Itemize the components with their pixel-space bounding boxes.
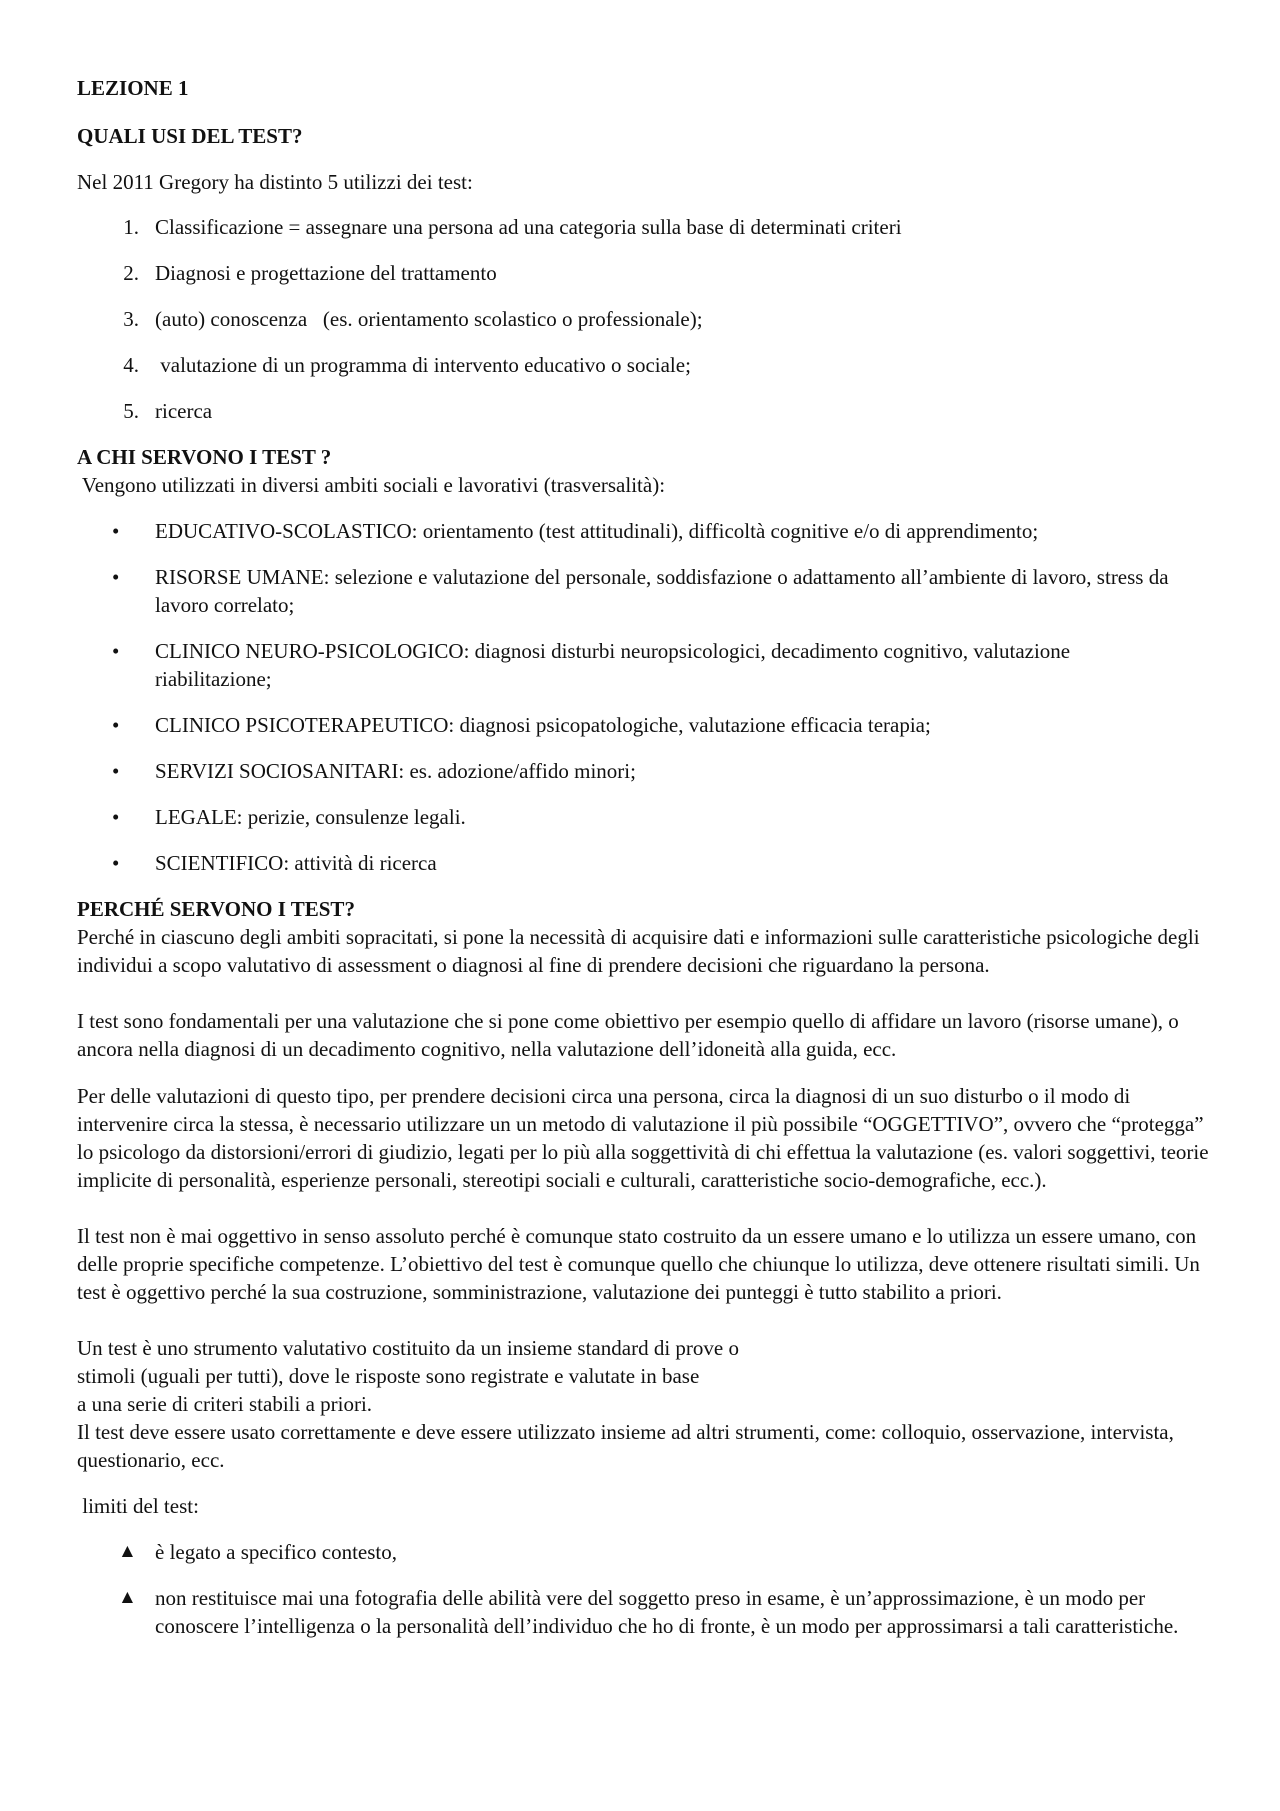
paragraph: Il test non è mai oggettivo in senso assoluto perché è comunque stato costruito da un essere umano e lo utilizza un essere umano, con delle proprie specifiche competenze. L’obiettivo del test è comunque quello che chiunque lo utilizza, deve ottenere risultati simili. Un test è oggettivo perché la sua costruzione, somministrazione, valutazione dei punteggi è tutto stabilito a priori. (77, 1224, 1200, 1304)
list-number: 2. (123, 261, 139, 285)
definition-line: a una serie di criteri stabili a priori. (77, 1392, 373, 1416)
intro-uses: Nel 2011 Gregory ha distinto 5 utilizzi dei test: (77, 170, 473, 194)
list-number: 5. (123, 399, 139, 423)
list-item: SERVIZI SOCIOSANITARI: es. adozione/affido minori; (155, 759, 636, 783)
list-item: (auto) conoscenza (es. orientamento scolastico o professionale); (155, 307, 703, 331)
heading-who: A CHI SERVONO I TEST ? (77, 445, 332, 469)
list-item: EDUCATIVO-SCOLASTICO: orientamento (test attitudinali), difficoltà cognitive e/o di apprendimento; (155, 519, 1039, 543)
bullet-icon: • (112, 565, 120, 589)
triangle-bullet-icon: ▲ (118, 1541, 137, 1562)
intro-who: Vengono utilizzati in diversi ambiti sociali e lavorativi (trasversalità): (77, 473, 666, 497)
list-item: è legato a specifico contesto, (155, 1540, 397, 1564)
list-item: RISORSE UMANE: selezione e valutazione del personale, soddisfazione o adattamento all’ambiente di lavoro, stress da lavoro correlato; (155, 565, 1169, 617)
list-item: valutazione di un programma di intervento educativo o sociale; (155, 353, 691, 377)
heading-uses: QUALI USI DEL TEST? (77, 124, 303, 148)
bullet-icon: • (112, 851, 120, 875)
list-item: CLINICO NEURO-PSICOLOGICO: diagnosi disturbi neuropsicologici, decadimento cognitivo, valutazione riabilitazione; (155, 639, 1071, 691)
list-number: 3. (123, 307, 139, 331)
paragraph: Il test deve essere usato correttamente e deve essere utilizzato insieme ad altri strumenti, come: colloquio, osservazione, intervista, questionario, ecc. (77, 1420, 1174, 1472)
bullet-icon: • (112, 639, 120, 663)
paragraph: I test sono fondamentali per una valutazione che si pone come obiettivo per esempio quello di affidare un lavoro (risorse umane), o ancora nella diagnosi di un decadimento cognitivo, nella valutazione dell’idoneità alla guida, ecc. (77, 1009, 1179, 1061)
bullet-icon: • (112, 805, 120, 829)
list-item: LEGALE: perizie, consulenze legali. (155, 805, 466, 829)
definition-line: Un test è uno strumento valutativo costituito da un insieme standard di prove o (77, 1336, 739, 1360)
definition-line: stimoli (uguali per tutti), dove le risposte sono registrate e valutate in base (77, 1364, 700, 1388)
paragraph: Perché in ciascuno degli ambiti sopracitati, si pone la necessità di acquisire dati e informazioni sulle caratteristiche psicologiche degli individui a scopo valutativo di assessment o diagnosi al fine di prendere decisioni che riguardano la persona. (77, 925, 1200, 977)
list-item: ricerca (155, 399, 213, 423)
limits-title: limiti del test: (77, 1494, 199, 1518)
list-item: CLINICO PSICOTERAPEUTICO: diagnosi psicopatologiche, valutazione efficacia terapia; (155, 713, 931, 737)
list-item: non restituisce mai una fotografia delle abilità vere del soggetto preso in esame, è un’approssimazione, è un modo per conoscere l’intelligenza o la personalità dell’individuo che ho di fronte, è un modo per approssimarsi a tali caratteristiche. (155, 1586, 1179, 1638)
bullet-icon: • (112, 759, 120, 783)
triangle-bullet-icon: ▲ (118, 1587, 137, 1608)
lesson-title: LEZIONE 1 (77, 76, 189, 100)
list-number: 4. (123, 353, 139, 377)
bullet-icon: • (112, 713, 120, 737)
list-item: Diagnosi e progettazione del trattamento (155, 261, 497, 285)
list-item: SCIENTIFICO: attività di ricerca (155, 851, 437, 875)
heading-why: PERCHÉ SERVONO I TEST? (77, 897, 355, 921)
list-item: Classificazione = assegnare una persona ad una categoria sulla base di determinati criteri (155, 215, 902, 239)
bullet-icon: • (112, 519, 120, 543)
paragraph: Per delle valutazioni di questo tipo, per prendere decisioni circa una persona, circa la diagnosi di un suo disturbo o il modo di intervenire circa la stessa, è necessario utilizzare un un metodo di valutazione il più possibile “OGGETTIVO”, ovvero che “protegga” lo psicologo da distorsioni/errori di giudizio, legati per lo più alla soggettività di chi effettua la valutazione (es. valori soggettivi, teorie implicite di personalità, esperienze personali, stereotipi sociali e culturali, caratteristiche socio-demografiche, ecc.). (77, 1084, 1209, 1192)
list-number: 1. (123, 215, 139, 239)
